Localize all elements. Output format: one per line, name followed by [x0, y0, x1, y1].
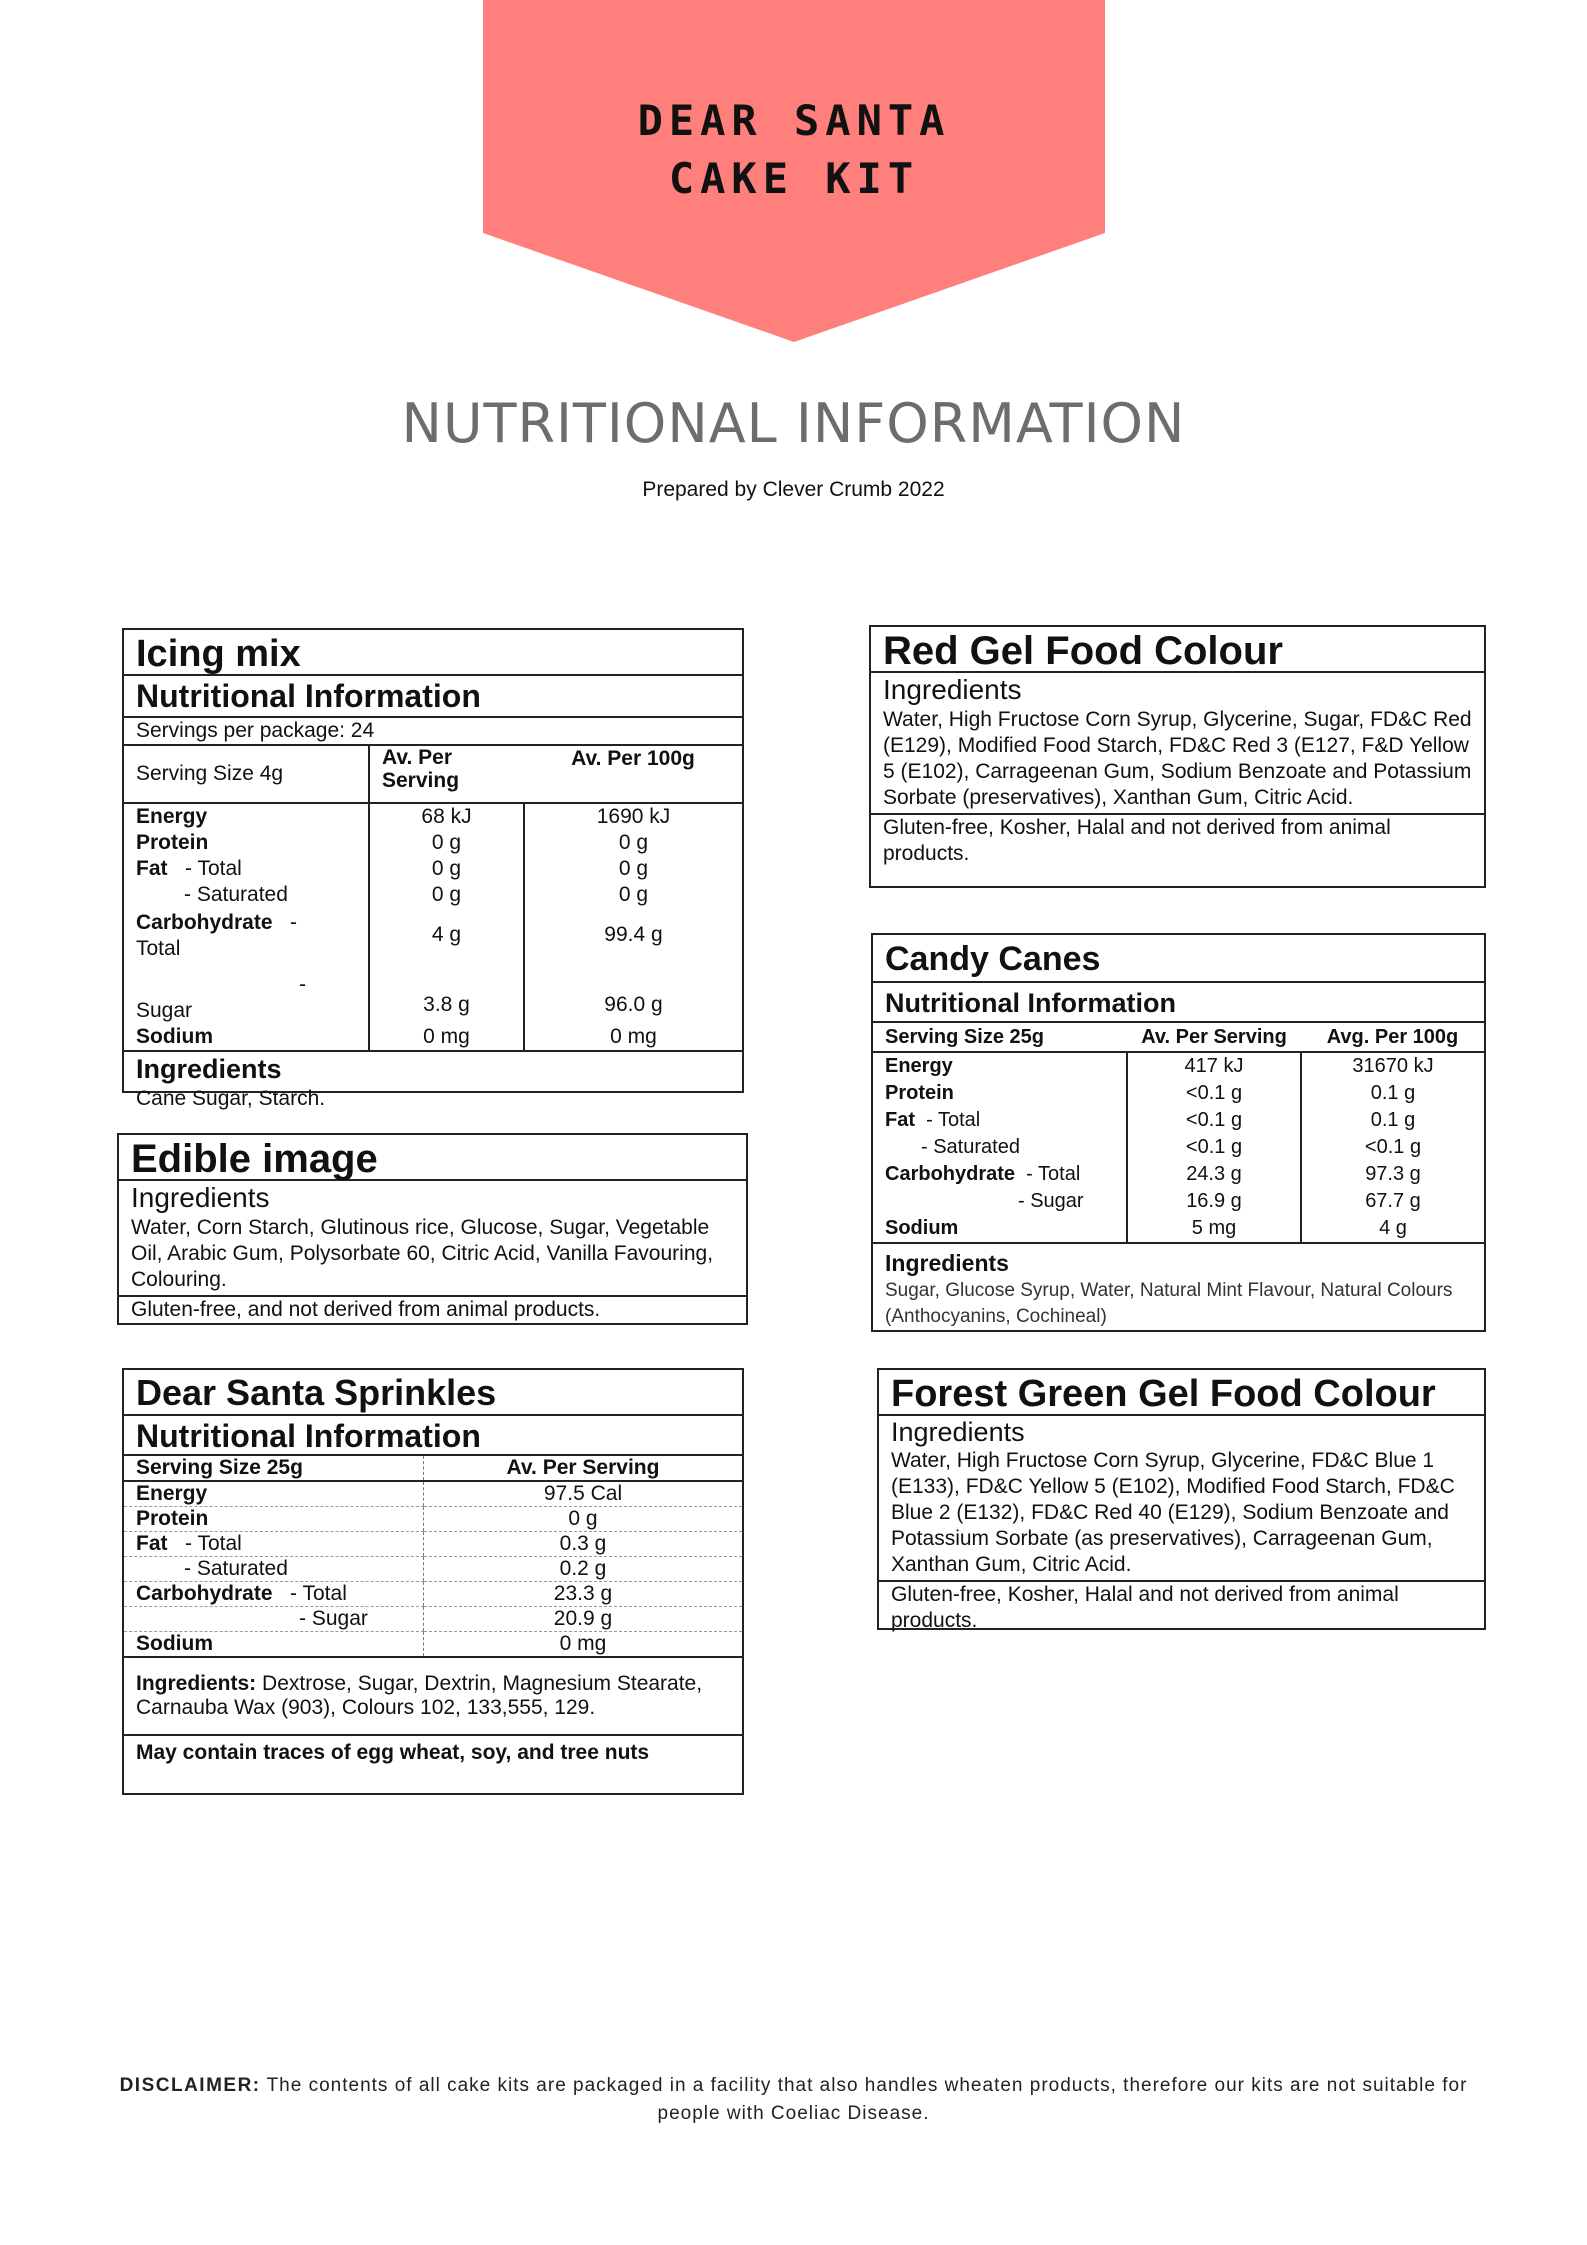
- red-gel-title: Red Gel Food Colour: [871, 627, 1484, 673]
- green-gel-panel: [877, 1368, 1486, 1630]
- icing-col2-header: Av. Per 100g: [571, 747, 695, 770]
- sprinkles-sugar-sub: - Sugar: [299, 1607, 368, 1630]
- sprinkles-row-fat: [124, 1532, 424, 1557]
- icing-carb-serving: 4 g: [369, 908, 524, 962]
- icing-saturated-serving: 0 g: [369, 882, 524, 908]
- candy-canes-panel: [871, 933, 1486, 1332]
- icing-saturated-sub: - Saturated: [184, 883, 288, 906]
- candy-protein-serving: <0.1 g: [1127, 1080, 1301, 1107]
- icing-energy-100g: 1690 kJ: [524, 803, 742, 830]
- icing-fat-100g: 0 g: [524, 856, 742, 882]
- edible-ingredients: Water, Corn Starch, Glutinous rice, Glucose, Sugar, Vegetable Oil, Arabic Gum, Polysorbate 60, Citric Acid, Vanilla Favouring, Colouring.: [119, 1215, 746, 1297]
- icing-sugar-label: Sugar: [136, 999, 193, 1022]
- candy-row-carb: [873, 1161, 1127, 1188]
- sprinkles-subtitle: Nutritional Information: [124, 1416, 742, 1456]
- icing-sodium-serving: 0 mg: [369, 1024, 524, 1051]
- edible-title: Edible image: [119, 1135, 746, 1181]
- candy-serving-size: Serving Size 25g: [885, 1026, 1044, 1048]
- candy-carb-label: Carbohydrate: [885, 1163, 1016, 1185]
- sprinkles-sodium-value: 0 mg: [424, 1632, 743, 1658]
- icing-saturated-100g: 0 g: [524, 882, 742, 908]
- icing-energy-serving: 68 kJ: [369, 803, 524, 830]
- candy-sodium-serving: 5 mg: [1127, 1215, 1301, 1243]
- icing-fat-serving: 0 g: [369, 856, 524, 882]
- red-gel-note: Gluten-free, Kosher, Halal and not derived from animal products.: [883, 816, 1391, 865]
- candy-row-saturated: [873, 1134, 1127, 1161]
- candy-table: [873, 1023, 1484, 1244]
- sprinkles-carb-sub: - Total: [290, 1582, 347, 1605]
- icing-title: Icing mix: [124, 630, 742, 676]
- icing-table: [124, 746, 742, 1052]
- candy-saturated-100g: <0.1 g: [1301, 1134, 1484, 1161]
- candy-ingredients: Sugar, Glucose Syrup, Water, Natural Mint Flavour, Natural Colours (Anthocyanins, Cochineal): [885, 1280, 1453, 1327]
- edible-ingredients-heading: Ingredients: [131, 1182, 270, 1213]
- sprinkles-col1-header: Av. Per Serving: [424, 1456, 743, 1481]
- icing-sugar-100g: 96.0 g: [524, 962, 742, 1024]
- candy-energy-serving: 417 kJ: [1127, 1052, 1301, 1080]
- red-gel-ingredients: Water, High Fructose Corn Syrup, Glycerine, Sugar, FD&C Red (E129), Modified Food Starch, FD&C Red 3 (E127, F&D Yellow 5 (E102), Carrageenan Gum, Sodium Benzoate and Potassium Sorbate (preservatives), Xanthan Gum, Citric Acid.: [871, 707, 1484, 815]
- candy-energy-100g: 31670 kJ: [1301, 1052, 1484, 1080]
- green-gel-ingredients-heading: Ingredients: [891, 1417, 1025, 1447]
- candy-row-protein: Protein: [885, 1082, 954, 1104]
- disclaimer: [100, 2072, 1487, 2128]
- candy-sodium-100g: 4 g: [1301, 1215, 1484, 1243]
- edible-note: Gluten-free, and not derived from animal products.: [131, 1298, 601, 1321]
- sprinkles-row-carb: [124, 1582, 424, 1607]
- icing-sugar-dash: -: [299, 973, 306, 996]
- candy-sugar-sub: - Sugar: [1018, 1190, 1084, 1212]
- red-gel-ingredients-heading: Ingredients: [883, 674, 1022, 705]
- candy-fat-sub: - Total: [926, 1109, 981, 1131]
- icing-ingredients-heading: Ingredients: [136, 1054, 282, 1084]
- icing-mix-panel: [122, 628, 744, 1110]
- edible-image-panel: [117, 1133, 748, 1325]
- sprinkles-ingredients-label: Ingredients:: [136, 1672, 257, 1695]
- candy-row-sodium: Sodium: [885, 1217, 959, 1239]
- icing-row-sugar: [124, 962, 369, 1024]
- candy-sugar-serving: 16.9 g: [1127, 1188, 1301, 1215]
- sprinkles-fat-sub: - Total: [185, 1532, 242, 1555]
- candy-ingredients-heading: Ingredients: [885, 1250, 1009, 1276]
- sprinkles-row-sugar: [124, 1607, 424, 1632]
- banner-line-2: CAKE KIT: [668, 154, 920, 203]
- green-gel-title: Forest Green Gel Food Colour: [879, 1370, 1484, 1416]
- candy-carb-sub: - Total: [1026, 1163, 1081, 1185]
- sprinkles-warning: May contain traces of egg wheat, soy, and tree nuts: [136, 1741, 650, 1764]
- sprinkles-saturated-sub: - Saturated: [184, 1557, 288, 1580]
- candy-col1-header: Av. Per Serving: [1141, 1026, 1287, 1048]
- icing-carb-label: Carbohydrate: [136, 911, 273, 934]
- icing-serving-size: Serving Size 4g: [136, 762, 284, 785]
- sprinkles-row-energy: Energy: [124, 1481, 424, 1507]
- icing-row-sodium: Sodium: [136, 1025, 213, 1048]
- icing-row-saturated: [124, 882, 369, 908]
- candy-saturated-serving: <0.1 g: [1127, 1134, 1301, 1161]
- candy-fat-serving: <0.1 g: [1127, 1107, 1301, 1134]
- sprinkles-protein-value: 0 g: [424, 1507, 743, 1532]
- candy-title: Candy Canes: [873, 935, 1484, 983]
- sprinkles-table: [124, 1456, 742, 1658]
- icing-protein-100g: 0 g: [524, 830, 742, 856]
- sprinkles-fat-label: Fat: [136, 1532, 168, 1555]
- candy-row-energy: Energy: [885, 1055, 953, 1077]
- candy-protein-100g: 0.1 g: [1301, 1080, 1484, 1107]
- sprinkles-row-sodium: Sodium: [136, 1632, 213, 1655]
- page-title: NUTRITIONAL INFORMATION: [401, 392, 1186, 455]
- candy-fat-100g: 0.1 g: [1301, 1107, 1484, 1134]
- red-gel-panel: [869, 625, 1486, 888]
- candy-row-sugar: [873, 1188, 1127, 1215]
- icing-row-energy: Energy: [136, 805, 208, 828]
- disclaimer-text: The contents of all cake kits are packaged in a facility that also handles wheaten products, therefore our kits are not suitable for people with Coeliac Disease.: [266, 2075, 1468, 2124]
- sprinkles-ingredients-block: [124, 1658, 742, 1736]
- icing-carb-total: Total: [136, 937, 181, 960]
- banner-title: [483, 92, 1105, 208]
- header-banner: [483, 0, 1105, 342]
- icing-row-carb: [124, 908, 369, 962]
- icing-servings: Servings per package: 24: [124, 718, 742, 746]
- green-gel-note: Gluten-free, Kosher, Halal and not derived from animal products.: [891, 1583, 1399, 1632]
- icing-carb-100g: 99.4 g: [524, 908, 742, 962]
- sprinkles-ingredients: Dextrose, Sugar, Dextrin, Magnesium Stearate, Carnauba Wax (903), Colours 102, 133,555, 129.: [136, 1672, 703, 1719]
- sprinkles-sugar-value: 20.9 g: [424, 1607, 743, 1632]
- page-subtitle: Prepared by Clever Crumb 2022: [642, 478, 945, 501]
- sprinkles-serving-size: Serving Size 25g: [136, 1456, 303, 1479]
- sprinkles-energy-value: 97.5 Cal: [424, 1481, 743, 1507]
- disclaimer-label: DISCLAIMER:: [119, 2075, 261, 2096]
- icing-row-protein: Protein: [136, 831, 209, 854]
- candy-row-fat: [873, 1107, 1127, 1134]
- sprinkles-title: Dear Santa Sprinkles: [124, 1370, 742, 1416]
- candy-fat-label: Fat: [885, 1109, 915, 1131]
- icing-ingredients: Cane Sugar, Starch.: [136, 1087, 326, 1110]
- banner-line-1: DEAR SANTA: [637, 96, 951, 145]
- icing-fat-label: Fat: [136, 857, 168, 880]
- candy-subtitle: Nutritional Information: [873, 983, 1484, 1023]
- icing-subtitle: Nutritional Information: [124, 676, 742, 718]
- sprinkles-row-saturated: [124, 1557, 424, 1582]
- icing-sodium-100g: 0 mg: [524, 1024, 742, 1051]
- candy-sugar-100g: 67.7 g: [1301, 1188, 1484, 1215]
- icing-fat-sub: - Total: [185, 857, 242, 880]
- icing-protein-serving: 0 g: [369, 830, 524, 856]
- candy-saturated-sub: - Saturated: [921, 1136, 1020, 1158]
- icing-carb-sub: -: [290, 911, 298, 934]
- sprinkles-fat-value: 0.3 g: [424, 1532, 743, 1557]
- sprinkles-row-protein: Protein: [124, 1507, 424, 1532]
- sprinkles-carb-value: 23.3 g: [424, 1582, 743, 1607]
- candy-col2-header: Avg. Per 100g: [1326, 1026, 1459, 1048]
- sprinkles-panel: [122, 1368, 744, 1795]
- candy-carb-100g: 97.3 g: [1301, 1161, 1484, 1188]
- icing-col1-header: Av. Per Serving: [369, 746, 524, 803]
- icing-row-fat: [124, 856, 369, 882]
- candy-carb-serving: 24.3 g: [1127, 1161, 1301, 1188]
- sprinkles-carb-label: Carbohydrate: [136, 1582, 273, 1605]
- green-gel-ingredients: Water, High Fructose Corn Syrup, Glycerine, FD&C Blue 1 (E133), FD&C Yellow 5 (E102), Modified Food Starch, FD&C Blue 2 (E132), FD&C Red 40 (E129), Sodium Benzoate and Potassium Sorbate (as preservatives), Carrageenan Gum, Xanthan Gum, Citric Acid.: [879, 1448, 1484, 1582]
- icing-sugar-serving: 3.8 g: [369, 962, 524, 1024]
- sprinkles-saturated-value: 0.2 g: [424, 1557, 743, 1582]
